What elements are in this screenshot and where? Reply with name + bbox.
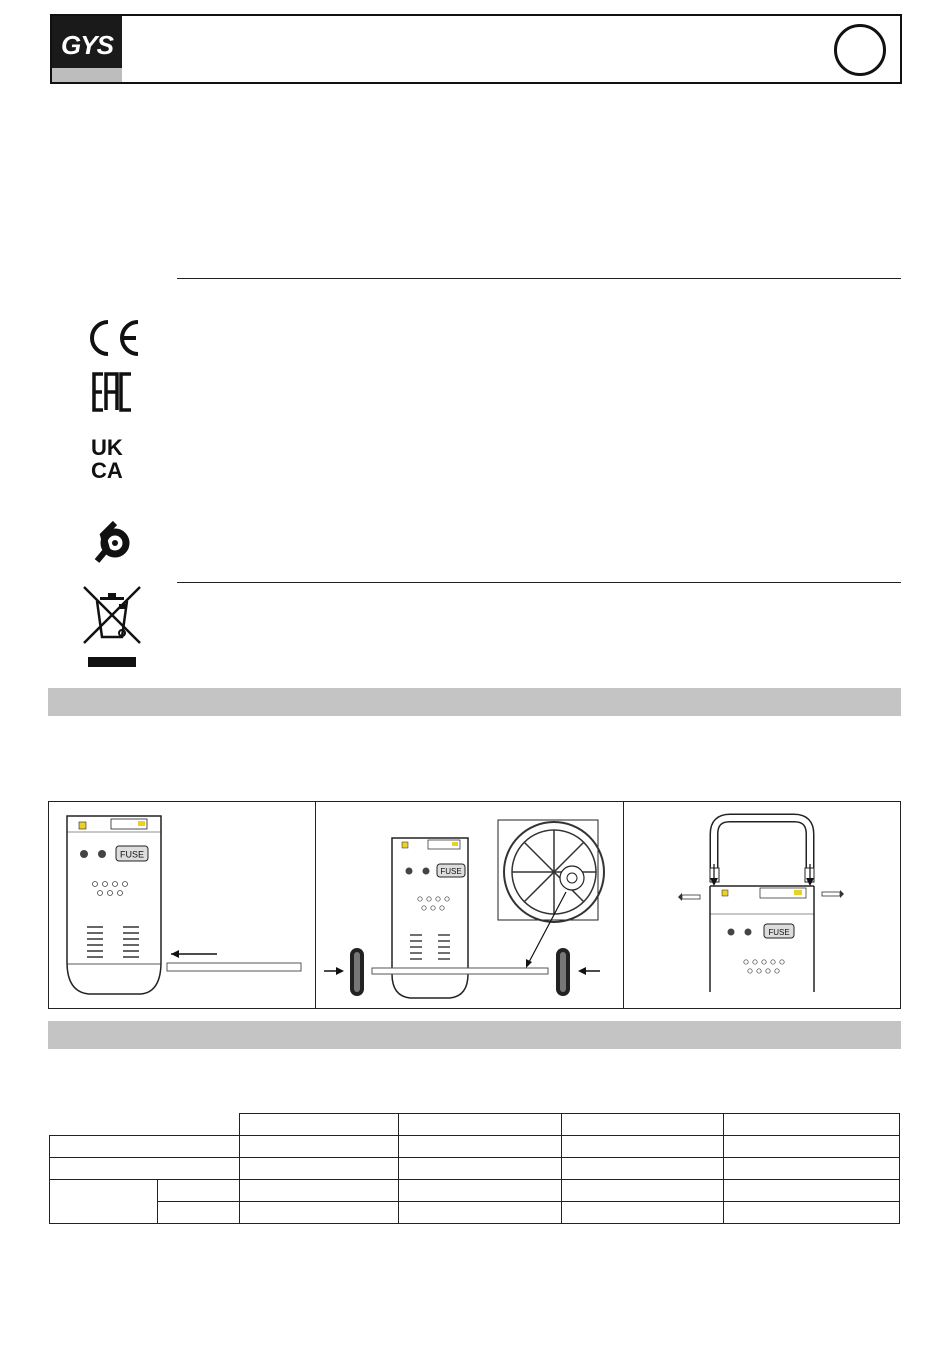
table-cell — [157, 1202, 239, 1224]
figure-wheel-fitting — [316, 802, 623, 1008]
table-cell — [724, 1158, 900, 1180]
figure-axle-insertion — [49, 802, 315, 1008]
table-cell — [398, 1114, 562, 1136]
ce-mark-icon — [84, 318, 142, 358]
section-bar-specs — [48, 1021, 901, 1049]
table-cell — [157, 1180, 239, 1202]
ukca-line-1: UK — [91, 436, 123, 460]
table-row — [50, 1136, 900, 1158]
table-cell — [239, 1180, 398, 1202]
table-cell — [398, 1136, 562, 1158]
fuse-label: FUSE — [440, 867, 462, 876]
table-cell — [50, 1180, 158, 1224]
table-row — [50, 1158, 900, 1180]
figure-handle-fitting — [624, 802, 900, 1008]
assembly-figures — [48, 801, 901, 1009]
ukca-line-2: CA — [91, 458, 123, 480]
divider-bottom — [177, 582, 901, 583]
table-row — [50, 1202, 900, 1224]
eac-mark-icon — [92, 372, 134, 412]
charger-drawing-3 — [624, 802, 900, 1008]
fuse-label: FUSE — [768, 928, 790, 937]
table-cell — [50, 1136, 240, 1158]
table-cell — [724, 1180, 900, 1202]
logo-text: GYS — [61, 30, 113, 60]
table-cell — [239, 1158, 398, 1180]
table-cell — [398, 1158, 562, 1180]
table-row — [50, 1180, 900, 1202]
charger-drawing-2 — [316, 802, 623, 1008]
table-cell — [562, 1158, 724, 1180]
table-cell — [724, 1202, 900, 1224]
table-cell — [724, 1114, 900, 1136]
table-cell — [562, 1180, 724, 1202]
table-cell — [239, 1136, 398, 1158]
gys-logo — [52, 16, 122, 82]
weee-bin-icon — [80, 585, 144, 669]
table-row — [50, 1114, 900, 1136]
recycling-mark-icon — [93, 521, 133, 563]
table-cell — [562, 1114, 724, 1136]
table-cell — [398, 1180, 562, 1202]
fuse-label: FUSE — [119, 849, 145, 860]
table-cell — [50, 1114, 240, 1136]
charger-drawing-1 — [49, 802, 315, 1008]
table-cell — [562, 1136, 724, 1158]
ukca-mark-icon — [90, 436, 136, 480]
spec-table — [49, 1113, 900, 1224]
table-cell — [239, 1114, 398, 1136]
section-bar-assembly — [48, 688, 901, 716]
page-header — [50, 14, 902, 84]
logo-bar — [52, 68, 122, 82]
table-cell — [724, 1136, 900, 1158]
table-cell — [398, 1202, 562, 1224]
language-badge — [834, 24, 886, 76]
divider-top — [177, 278, 901, 279]
table-cell — [50, 1158, 240, 1180]
table-cell — [562, 1202, 724, 1224]
table-cell — [239, 1202, 398, 1224]
